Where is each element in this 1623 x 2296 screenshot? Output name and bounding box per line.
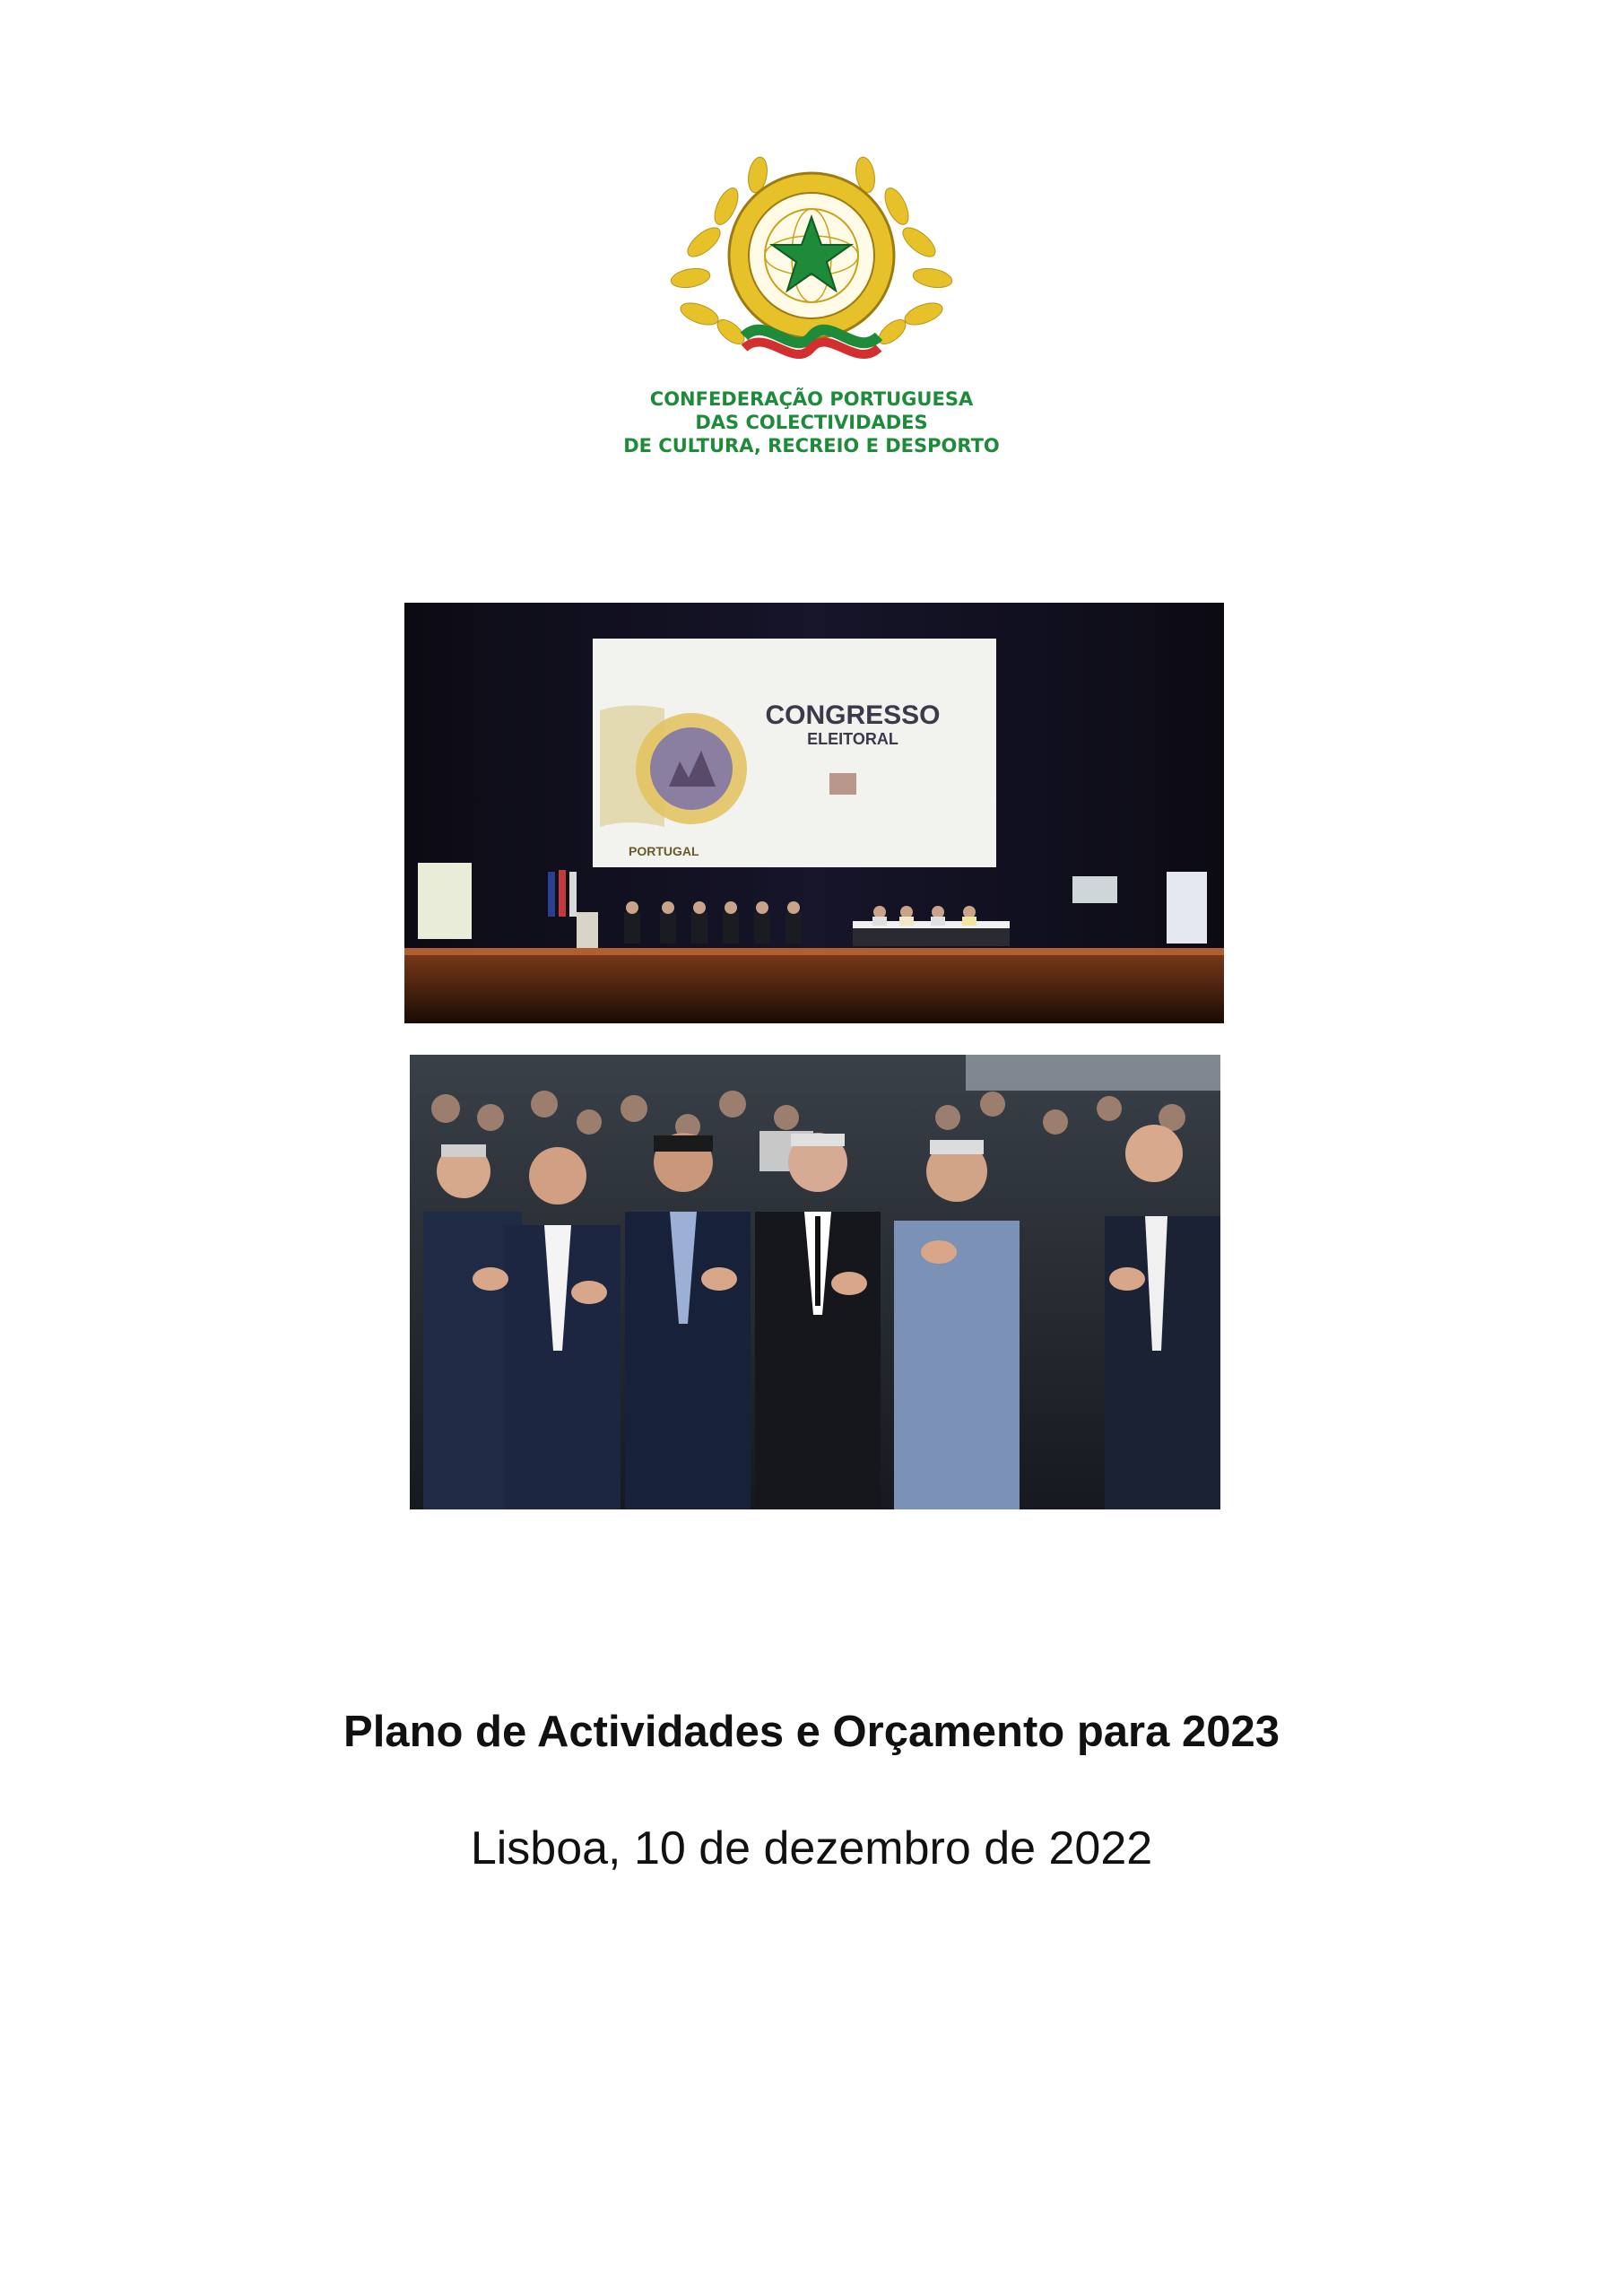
confederation-logo [650, 144, 973, 377]
organization-name-line-3: DE CULTURA, RECREIO E DESPORTO [623, 435, 1000, 457]
screen-title: CONGRESSO [765, 700, 941, 730]
organization-name-line-1: CONFEDERAÇÃO PORTUGUESA [649, 388, 974, 410]
audience-applause-photo [410, 1055, 1220, 1509]
document-place-date: Lisboa, 10 de dezembro de 2022 [470, 1822, 1153, 1874]
congress-stage-photo [404, 603, 1224, 1023]
screen-caption: PORTUGAL [629, 844, 699, 858]
organization-name-line-2: DAS COLECTIVIDADES [695, 412, 928, 433]
screen-subtitle: ELEITORAL [807, 730, 898, 748]
organization-name [538, 387, 1085, 457]
star-emblem-icon [650, 144, 973, 377]
document-title: Plano de Actividades e Orçamento para 2023 [343, 1708, 1280, 1756]
